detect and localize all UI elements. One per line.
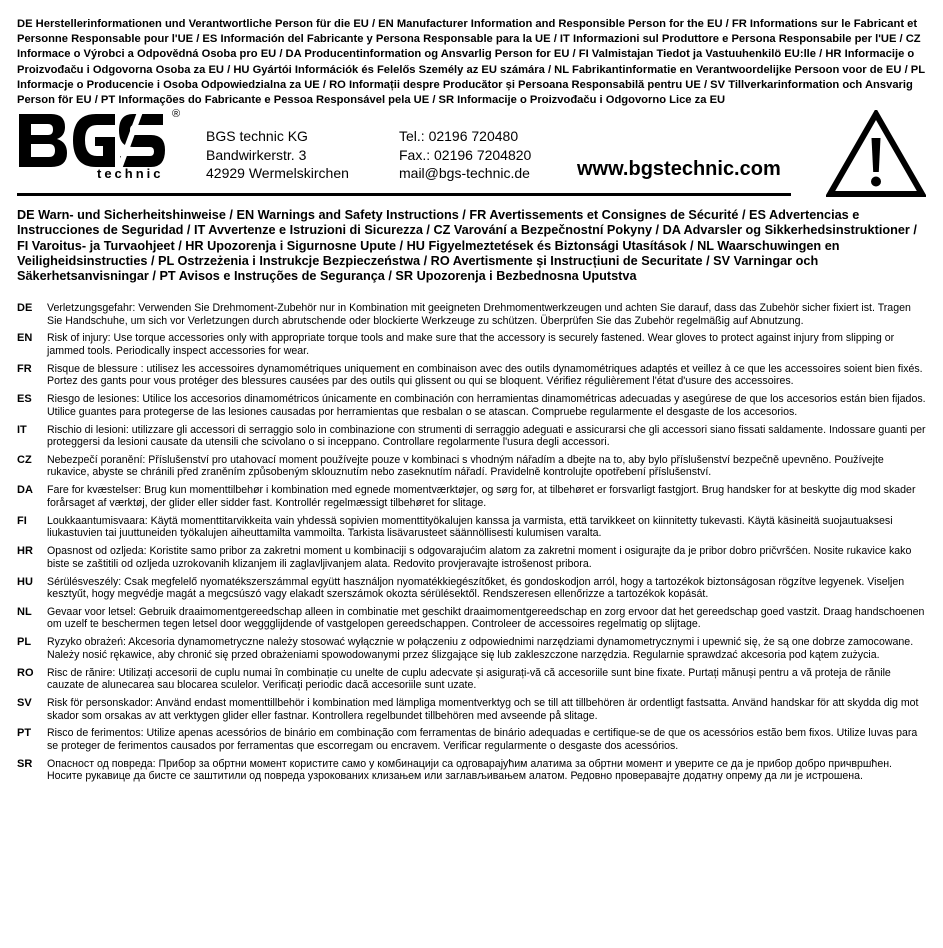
company-fax: Fax.: 02196 7204820 [399, 146, 532, 163]
warning-entry [17, 393, 927, 418]
warning-entry [17, 697, 927, 722]
warning-entry [17, 727, 927, 752]
logo-registered-mark: ® [172, 108, 181, 120]
language-code: HU [17, 575, 33, 588]
company-city: 42929 Wermelskirchen [206, 165, 349, 181]
company-contact [399, 127, 531, 183]
warning-entry [17, 576, 927, 601]
bgs-technic-logo [17, 108, 181, 182]
language-code: PL [17, 636, 32, 649]
warning-text: Gevaar voor letsel: Gebruik draaimomentgereedschap alleen in combinatie met geschikt draaimomentgereedschap en zorg ervoor dat het gereedschap goed vastzit. Draag handschoenen om uzelf te beschermen tegen letsel door weggglijdende of vastgelopen gereedschappen. Controleer de accessoires regelmatig op slijtage. [47, 605, 925, 631]
language-code: EN [17, 332, 33, 345]
warnings-heading: DE Warn- und Sicherheitshinweise / EN Warnings and Safety Instructions / FR Avertissements et Consignes de Sécurité / ES Advertencias e Instrucciones de Seguridad / IT Avvertenze e Istruzioni di Sicurezza / CZ Varování a Bezpečnostní Pokyny / DA Advarsler og Sikkerhedsinstruktioner / FI Varoitus- ja Turvaohjeet / HR Upozorenja i Sigurnosne Upute / HU Figyelmeztetések és Biztonsági Utasítások / NL Waarschuwingen en Veiligheidsinstructies / PL Ostrzeżenia i Instrukcje Bezpieczeństwa / RO Avertismente și Instrucțiuni de Securitate / SV Varningar och Säkerhetsanvisningar / PT Avisos e Instruções de Segurança / SR Upozorenja i Bezbednosna Uputstva [17, 208, 917, 284]
warning-text: Risque de blessure : utilisez les accessoires dynamométriques uniquement en combinaison avec des outils dynamométriques adaptés et veillez à ce que les accessoires soient bien fixés. Portez des gants pour vous protéger des blessures causées par des outils qui glissent ou qui se bloquent. Vérifiez régulièrement l'état d'usure des accessoires. [47, 362, 923, 388]
warning-entry [17, 454, 927, 479]
company-tel: Tel.: 02196 720480 [399, 128, 519, 144]
company-street: Bandwirkerstr. 3 [206, 146, 307, 163]
language-code: ES [17, 393, 32, 406]
warning-text: Risco de ferimentos: Utilize apenas acessórios de binário em combinação com ferramentas de binário adequadas e certifique-se de que os acessórios estão bem fixos. Utilize luvas para se proteger de ferimentos causados por ferramentas que escorregam ou encravem. Verificar regularmente o desgaste dos acessórios. [47, 727, 918, 752]
warning-text: Verletzungsgefahr: Verwenden Sie Drehmoment-Zubehör nur in Kombination mit geeigneten Drehmomentwerkzeugen und achten Sie darauf, dass das Zubehör sicher fixiert ist. Tragen Sie Handschuhe, um sich vor Verletzungen durch abrutschende oder blockierte Werkzeuge zu schützen. Überprüfen Sie das Zubehör regelmäßig auf Abnutzung. [47, 302, 911, 327]
warning-entry [17, 758, 927, 783]
language-code: SV [17, 697, 32, 710]
warning-entries-list [17, 302, 927, 788]
warning-text: Ryzyko obrażeń: Akcesoria dynamometryczne należy stosować wyłącznie w połączeniu z odpowiednimi narzędziami dynamometrycznymi i upewnić się, że są one dobrze zamocowane. Należy nosić rękawice, aby chronić się przed obrażeniami spowodowanymi przez ślizgające się lub zakleszczone narzędzia. Regularnie sprawdzać akcesoria pod kątem zużycia. [47, 636, 914, 661]
warning-entry [17, 606, 927, 631]
warning-text: Risk of injury: Use torque accessories only with appropriate torque tools and make sure that the accessory is securely fastened. Wear gloves to protect against injury from slipping or jammed tools. Periodically inspect accessories for wear. [47, 332, 895, 357]
language-code: NL [17, 605, 32, 618]
exclamation-triangle-icon [826, 110, 926, 198]
warning-text: Rischio di lesioni: utilizzare gli accessori di serraggio solo in combinazione con strumenti di serraggio adeguati e assicurarsi che gli accessori siano fissati saldamente. Indossare guanti per proteggersi da lesioni causate da utensili che scivolano o si inceppano. Controllare regolarmente l'usura degli accessori. [47, 423, 926, 449]
language-code: DA [17, 484, 33, 497]
warning-text: Opasnost od ozljeda: Koristite samo pribor za zakretni moment u kombinaciji s odgovarajućim alatom za zakretni moment i osigurajte da je pribor dobro pričvršćen. Nosite rukavice kako biste se zaštitili od ozljeda uzrokovanih klizanjem ili zaglavljivanjem alata. Redovito provjeravajte istrošenost pribora. [47, 545, 912, 570]
manufacturer-info-heading: DE Herstellerinformationen und Verantwortliche Person für die EU / EN Manufacturer Information and Responsible Person for the EU / FR Informations sur le Fabricant et Personne Responsable pour l'UE / ES Información del Fabricante y Persona Responsable para la UE / IT Informazioni sul Produttore e Persona Responsabile per l'UE / CZ Informace o Výrobci a Odpovědná Osoba pro EU / DA Producentinformation og Ansvarlig Person for EU / FI Valmistajan Tiedot ja Vastuuhenkilö EU:lle / HR Informacije o Proizvođaču i Odgovorna Osoba za EU / HU Gyártói Információk és Felelős Személy az EU számára / NL Fabrikantinformatie en Verantwoordelijke Persoon voor de EU / PL Informacje o Producencie i Osoba Odpowiedzialna za UE / RO Informații despre Producător și Persoana Responsabilă pentru UE / SV Tillverkarinformation och Ansvarig Person för EU / PT Informações do Fabricante e Pessoa Responsável pela UE / SR Informacije o Proizvođaču i Odgovorno Lice za EU [17, 18, 925, 107]
header-divider [17, 193, 791, 196]
language-code: HR [17, 545, 33, 558]
warning-entry [17, 363, 927, 388]
company-address [206, 127, 349, 183]
warning-text: Riesgo de lesiones: Utilice los accesorios dinamométricos únicamente en combinación con herramientas dinamométricas adecuadas y asegúrese de que los accesorios están bien fijados. Utilice guantes para protegerse de las lesiones causadas por herramientas que resbalan o se atascan. Compruebe regularmente el desgaste de los accesorios. [47, 393, 926, 418]
warning-text: Loukkaantumisvaara: Käytä momenttitarvikkeita vain yhdessä sopivien momenttityökalujen kanssa ja varmista, että tarvikkeet on kiinnitetty tukevasti. Käytä käsineitä suojautuaksesi liukastuvien tai juuttuneiden työkalujen aiheuttamilta vammoilta. Tarkista lisävarusteet säännöllisesti kulumisen varalta. [47, 514, 893, 540]
warning-entry [17, 302, 927, 327]
warning-entry [17, 424, 927, 449]
warning-text: Fare for kvæstelser: Brug kun momenttilbehør i kombination med egnede momentværktøjer, og sørg for, at tilbehøret er forsvarligt fastgjort. Brug handsker for at beskytte dig mod skader forårsaget af værktøj, der glider eller sidder fast. Kontrollér regelmæssigt tilbehøret for slitage. [47, 484, 916, 509]
warning-text: Risk för personskador: Använd endast momenttillbehör i kombination med lämpliga momentverktyg och se till att tillbehören är ordentligt fastsatta. Använd handskar för att skydda dig mot skador som orsakas av att verktygen glider eller fastnar. Kontrollera regelbundet tillbehören med avseende på slitage. [47, 697, 919, 722]
language-code: CZ [17, 453, 32, 466]
warning-text: Опасност од повреда: Прибор за обртни момент користите само у комбинацији са одговарајућим алатима за обртни момент и уверите се да је прибор добро причвршћен. Носите рукавице да бисте се заштитили од повреда узрокованих клизањем или заглављивањем алатом. Редовно проверавајте додатну опрему да ли је истрошена. [47, 757, 893, 783]
warning-entry [17, 667, 927, 692]
warning-text: Sérülésveszély: Csak megfelelő nyomatékszerszámmal együtt használjon nyomatékkiegészítőket, és gondoskodjon arról, hogy a tartozékok biztonságosan rögzítve legyenek. Viseljen kesztyűt, hogy megvédje magát a megcsúszó vagy elakadt szerszámok okozta sérülésektől. Rendszeresen ellenőrizze a tartozékok kopását. [47, 575, 905, 601]
company-mail: mail@bgs-technic.de [399, 165, 530, 181]
language-code: FR [17, 362, 32, 375]
language-code: SR [17, 757, 33, 770]
language-code: FI [17, 514, 27, 527]
warning-text: Risc de rănire: Utilizați accesorii de cuplu numai în combinație cu unelte de cuplu adecvate și asigurați-vă că accesoriile sunt bine fixate. Purtați mănuși pentru a vă proteja de rănile cauzate de alunecarea sau blocarea sculelor. Verificați periodic dacă accesoriile sunt uzate. [47, 666, 891, 692]
warning-entry [17, 515, 927, 540]
warning-entry [17, 484, 927, 509]
warning-entry [17, 636, 927, 661]
language-code: PT [17, 727, 32, 740]
language-code: IT [17, 423, 27, 436]
language-code: DE [17, 302, 33, 314]
warning-entry [17, 545, 927, 570]
company-website: www.bgstechnic.com [577, 158, 781, 180]
logo-subtitle: technic [97, 166, 164, 181]
warning-entry [17, 332, 927, 357]
language-code: RO [17, 666, 34, 679]
company-name: BGS technic KG [206, 128, 308, 144]
warning-text: Nebezpečí poranění: Příslušenství pro utahovací moment používejte pouze v kombinaci s vhodným nářadím a dbejte na to, aby bylo příslušenství bezpečně upevněno. Používejte rukavice, abyste se chránili před zraněním způsobeným sklouznutím nebo zaseknutím nářadí. Pravidelně kontrolujte opotřebení příslušenství. [47, 453, 884, 479]
